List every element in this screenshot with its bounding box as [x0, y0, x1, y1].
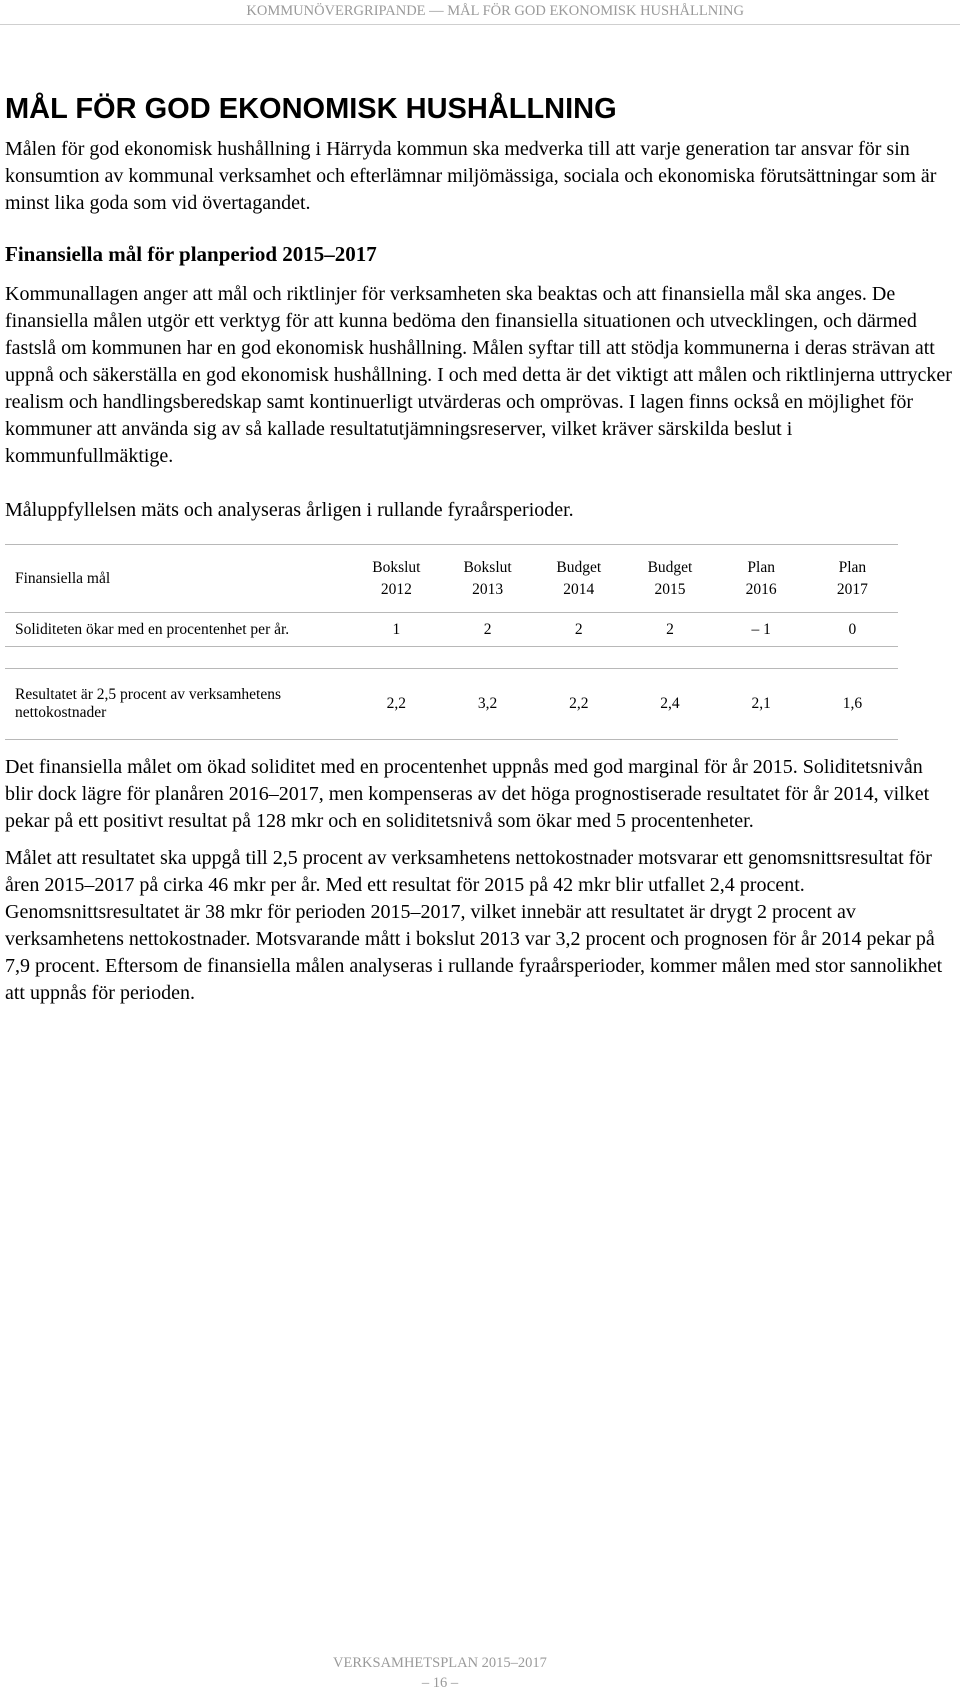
column-header-2012: Bokslut 2012: [372, 558, 421, 598]
section-paragraph: Kommunallagen anger att mål och riktlinjer för verksamheten ska beaktas och att finansiella mål ska anges. De finansiella målen utgör ett verktyg för att kunna bedöma den finansiella situationen och utvecklingen, och därmed fastslå om kommunen har en god ekonomisk hushållning. Målen syftar till att stödja kommunerna i deras strävan att uppnå och säkerställa en god ekonomisk hushållning. I och med detta är det viktigt att målen och riktlinjerna uttrycker realism och handlingsberedskap samt kontinuerligt utvärderas och omprövas. I lagen finns också en möjlighet för kommuner att använda sig av så kallade resultatutjämningsreserver, vilket kräver särskilda beslut i kommunfullmäktige.: [5, 283, 952, 467]
running-header: [0, 0, 960, 25]
column-header-2017: Plan 2017: [836, 558, 868, 598]
cell-value: 2,2: [569, 695, 589, 712]
cell-value: 2,1: [751, 695, 771, 712]
page-title: MÅL FÖR GOD EKONOMISK HUSHÅLLNING: [5, 93, 617, 125]
column-header-2013: Bokslut 2013: [463, 558, 512, 598]
cell-value: 3,2: [477, 695, 498, 712]
column-header-goal: Finansiella mål: [15, 569, 111, 587]
footer-title: VERKSAMHETSPLAN 2015–2017: [333, 1655, 547, 1671]
cell-value: 1,6: [842, 695, 863, 712]
column-header-2015: Budget 2015: [647, 558, 693, 598]
financial-goals-table: [5, 544, 898, 740]
cell-value: 2,4: [660, 695, 680, 712]
row-label: Resultatet är 2,5 procent av verksamhetens nettokostnader: [15, 686, 281, 721]
cell-value: 2: [666, 620, 674, 638]
running-header-text: KOMMUNÖVERGRIPANDE — MÅL FÖR GOD EKONOMISK HUSHÅLLNING: [246, 3, 744, 19]
table-row: [5, 613, 898, 647]
table-header-row: [5, 545, 898, 613]
analysis-paragraph: Det finansiella målet om ökad soliditet med en procentenhet uppnås med god marginal för år 2015. Soliditetsnivån blir dock lägre för planåren 2016–2017, men kompenseras av det höga prognostiserade resultatet för år 2014, vilket pekar på ett positivt resultat på 128 mkr och en soliditetsnivå som ökar med 5 procentenheter.: [5, 756, 930, 832]
cell-value: 1: [392, 620, 401, 638]
cell-value: 0: [848, 620, 857, 638]
table-spacer-row: [5, 647, 898, 669]
column-header-2016: Plan 2016: [745, 558, 777, 598]
cell-value: 2: [574, 620, 583, 638]
intro-paragraph: Målen för god ekonomisk hushållning i Härryda kommun ska medverka till att varje generation tar ansvar för sin konsumtion av kommunal verksamhet och efterlämnar miljömässiga, sociala och ekonomiska förutsättningar som är minst lika goda som vid övertagandet.: [5, 138, 937, 214]
section-heading: Finansiella mål för planperiod 2015–2017: [5, 242, 377, 266]
cell-value: 2,2: [386, 695, 407, 712]
cell-value: 2: [483, 620, 492, 638]
row-label: Soliditeten ökar med en procentenhet per år.: [15, 620, 290, 638]
column-header-2014: Budget 2014: [556, 558, 602, 598]
main-content: [5, 92, 955, 1017]
measurement-note: Måluppfyllelsen mäts och analyseras årligen i rullande fyraårsperioder.: [5, 499, 574, 521]
analysis-paragraph: Målet att resultatet ska uppgå till 2,5 procent av verksamhetens nettokostnader motsvarar ett genomsnittsresultat för åren 2015–2017 på cirka 46 mkr per år. Med ett resultat för 2015 på 42 mkr blir utfallet 2,4 procent. Genomsnittsresultatet är 38 mkr för perioden 2015–2017, vilket innebär att resultatet är drygt 2 procent av verksamhetens nettokostnader. Motsvarande mått i bokslut 2013 var 3,2 procent och prognosen för år 2014 pekar på 7,9 procent. Eftersom de finansiella målen analyseras i rullande fyraårsperioder, kommer målen med stor sannolikhet att uppnås för perioden.: [5, 847, 943, 1004]
cell-value: – 1: [751, 620, 771, 638]
table-row: [5, 669, 898, 740]
page-number: – 16 –: [421, 1675, 459, 1691]
